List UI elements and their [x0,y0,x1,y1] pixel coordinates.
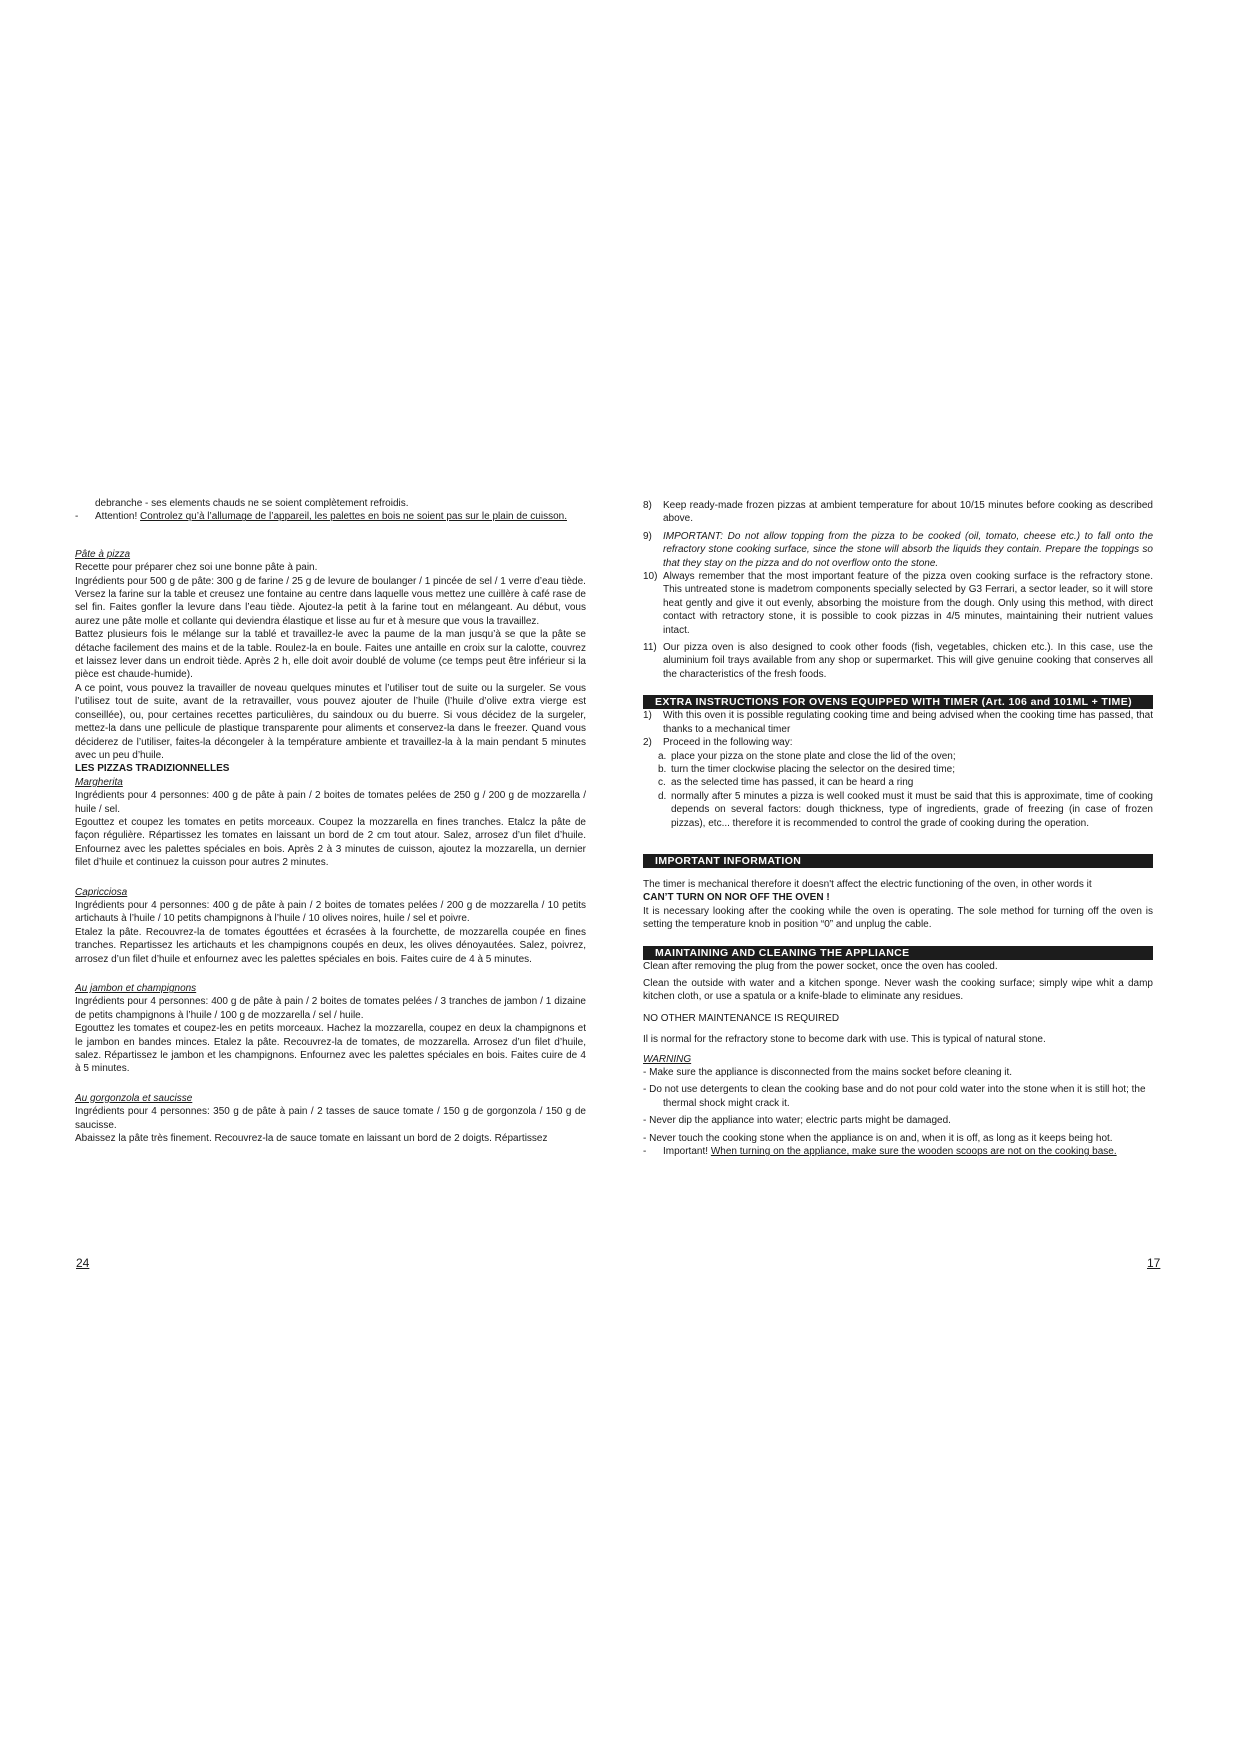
warning-text: Never touch the cooking stone when the appliance is on and, when it is off, as long as it keeps being hot. [649,1132,1113,1144]
recipe-paragraph: Abaissez la pâte très finement. Recouvrez-la de sauce tomate en laissant un bord de 2 doigts. Répartissez [75,1133,548,1145]
numbered-item [643,570,1153,637]
item-number: 8) [643,500,652,511]
intro-line: debranche - ses elements chauds ne se soient complètement refroidis. [95,498,409,509]
attention-line [75,510,586,523]
item-text: Always remember that the most important feature of the pizza oven cooking surface is the refractory stone. This untreated stone is madetrom components specially selected by G3 Ferrari, a sector leader, so it will store heat gently and give it out evenly, absorbing the moisture from the dough. Only using this method, with direct contact with retractory stone, it is possible to cook pizzas in 4/5 minutes, maintaining their nutrient values intact. [663,571,1153,636]
warning-text: Make sure the appliance is disconnected from the mains socket before cleaning it. [649,1067,1013,1078]
timer-subitem [643,790,1153,830]
right-page [643,499,1153,1158]
recipe-title-margherita: Margherita [75,776,123,788]
subitem-text: as the selected time has passed, it can be heard a ring [671,777,914,789]
info-line: The timer is mechanical therefore it doesn't affect the electric functioning of the oven, in other words it [643,878,1092,890]
recipe-paragraph: Egouttez et coupez les tomates en petits morceaux. Coupez la mozzarella en fines tranches. Etalcz la pâte de façon régulière. Répartissez les tomates en laissant un bord de 2 cm tout atour. Salez, arrosez d’un filet d’huile. Enfournez avec les palettes spéciales en bois. Après 2 à 3 minutes de cuisson, ajoutez la mozzarella, un dernier filet d’huile et continuez la cuisson pour autres 2 minutes. [75,816,586,869]
warning-text: Do not use detergents to clean the cooking base and do not pour cold water into the stone when it is still hot; the thermal shock might crack it. [649,1084,1146,1109]
timer-item [643,736,1153,749]
page-number-left: 24 [76,1256,90,1270]
item-text: Our pizza oven is also designed to cook other foods (fish, vegetables, chicken etc.). In this case, use the aluminium foil trays available from any shop or supermarket. This will give genuine cooking that conserves all the characteristics of the fresh foods. [663,642,1153,680]
recipe-paragraph: Ingrédients pour 4 personnes: 350 g de pâte à pain / 2 tasses de sauce tomate / 150 g de gorgonzola / 150 g de saucisse. [75,1106,586,1131]
subitem-letter: a. [658,750,667,762]
recipe-paragraph: Etalez la pâte. Recouvrez-la de tomates égouttées et écrasées à la fourchette, de mozzarella coupée en fines tranches. Repartissez les artichauts et les champignons coupés en deux, les olives dénoyautées. Salez, poivrez, arrosez d’un filet d’huile et enfournez avec les palettes spéciales en bois. Faites cuire de 4 à 5 minutes. [75,926,586,965]
warning-title: WARNING [643,1053,692,1065]
pate-paragraph: Recette pour préparer chez soi une bonne pâte à pain. [75,562,318,574]
recipe-paragraph: Ingrédients pour 4 personnes: 400 g de pâte à pain / 2 boites de tomates pelées / 200 g de mozzarella / 10 petits artichauts à l’huile / 10 petits champignons à l’huile / 10 olives noires, huile / sel et poivre. [75,899,586,925]
attention-text: Controlez qu’à l’allumage de l’appareil, les palettes en bois ne soient pas sur le plain de cuisson. [140,511,567,523]
no-maintenance-note: NO OTHER MAINTENANCE IS REQUIRED [643,1012,840,1024]
subitem-letter: b. [658,763,667,775]
maintenance-paragraph: Clean after removing the plug from the power socket, once the oven has cooled. [643,960,998,972]
maintenance-heading: MAINTAINING AND CLEANING THE APPLIANCE [643,946,1153,960]
stone-note: Il is normal for the refractory stone to become dark with use. This is typical of natural stone. [643,1034,1046,1046]
page-number-right: 17 [1147,1256,1161,1270]
recipe-paragraph: Ingrédients pour 4 personnes: 400 g de pâte à pain / 2 boites de tomates pelées de 250 g / 200 g de mozzarella / huile / sel. [75,790,586,815]
timer-subitem [643,763,1153,776]
timer-heading: EXTRA INSTRUCTIONS FOR OVENS EQUIPPED WITH TIMER (Art. 106 and 101ML + TIME) [643,695,1153,709]
info-heading: IMPORTANT INFORMATION [643,854,1153,868]
warning-text: Never dip the appliance into water; electric parts might be damaged. [649,1115,951,1127]
pate-paragraph: A ce point, vous pouvez la travailler de noveau quelques minutes et l’utiliser tout de suite ou la surgeler. Se vous l’utilisez tout de suite, avant de la retravailler, vous pouvez ajouter de l’huile (l’huile d’olive extra vierge est conseillée), ou, pour certaines recettes particulières, du saindoux ou du buerre. Si vous décidez de la surgeler, mettez-la dans une pellicule de plastique transparente pour aliments et conservez-la dans le freezer. Quand vous déciderez de l’utiliser, faites-la décongeler à la température ambiente et travaillez-la à la main pendant 5 minutes avec un peu d’huile. [75,682,586,761]
subitem-text: turn the timer clockwise placing the selector on the desired time; [671,763,956,775]
warning-item: - Never dip the appliance into water; electric parts might be damaged. [643,1115,951,1127]
item-number: 9) [643,530,652,542]
item-number: 10) [643,571,658,583]
numbered-item [643,641,1153,681]
item-text: Proceed in the following way: [663,737,793,749]
pizzas-heading: LES PIZZAS TRADIZIONNELLES [75,763,230,775]
attention-prefix: Attention! [95,511,138,523]
recipe-title-jambon: Au jambon et champignons [75,983,197,994]
numbered-item [643,499,1153,526]
warning-item: - Never touch the cooking stone when the appliance is on and, when it is off, as long as it keeps being hot. [643,1132,1113,1144]
important-prefix: Important! [663,1146,709,1158]
item-number: 2) [643,737,652,749]
subitem-text: place your pizza on the stone plate and close the lid of the oven; [671,750,956,762]
subitem-letter: d. [658,790,667,802]
recipe-title-capricciosa: Capricciosa [75,886,128,898]
recipe-paragraph: Egouttez les tomates et coupez-les en petits morceaux. Hachez la mozzarella, coupez en deux la champignons et le jambon en bandes minces. Etalez la pâte. Recouvrez-la de tomates, de mozzarella. Arrosez d’un filet d’huile, salez. Répartissez le jambon et les champignons. Enfournez avec les palettes spéciales en bois. Faites cuire de 4 à 5 minutes. [75,1023,586,1075]
pate-paragraph: Versez la farine sur la table et creusez une fontaine au centre dans laquelle vous mettez une cuillère à café rase de sel fin. Faites gonfler la levure dans l’eau tiède. Ajoutez-la petit à la farine tout en mélangeant. Au début, vous aurez une pâte molle et collante qui deviendra élastique et lisse au fur et à mesure que vous la travaillez. [75,589,586,627]
pate-title: Pâte à pizza [75,548,131,560]
recipe-paragraph: Ingrédients pour 4 personnes: 400 g de pâte à pain / 2 boites de tomates pelées / 3 tranches de jambon / 1 dizaine de petits champignons à l’huile / 100 g de mozzarella / sel / huile. [75,996,586,1021]
item-number: 11) [643,642,657,654]
numbered-item [643,530,1153,570]
info-bold: CAN’T TURN ON NOR OFF THE OVEN ! [643,892,830,904]
timer-subitem [643,776,1153,789]
subitem-text: normally after 5 minutes a pizza is well cooked must it must be said that this is approximate, time of cooking depends on several factors: dough thickness, type of ingredients, grade of freezing (in case of frozen pizzas), etc... therefore it is recommended to control the grade of cooking during the operation. [671,790,1153,829]
info-paragraph: It is necessary looking after the cooking while the oven is operating. The sole method for turning off the oven is setting the temperature knob in position “0” and unplug the cable. [643,905,1153,931]
item-text: With this oven it is possible regulating cooking time and being advised when the cooking time has passed, that thanks to a mechanical timer [663,710,1153,735]
important-line [643,1145,1153,1158]
left-page [75,497,586,1145]
timer-item [643,709,1153,736]
important-text: When turning on the appliance, make sure the wooden scoops are not on the cooking base. [710,1146,1117,1158]
item-text: IMPORTANT: Do not allow topping from the pizza to be cooked (oil, tomato, cheese etc.) to fall onto the refractory stone cooking surface, since the stone will absorb the liquids they contain. Prepare the toppings so that they stay on the pizza and do not overflow onto the stone. [663,530,1153,569]
warning-item: - Make sure the appliance is disconnected from the mains socket before cleaning it. [643,1067,1013,1078]
pate-paragraph: Ingrédients pour 500 g de pâte: 300 g de farine / 25 g de levure de boulanger / 1 pincée de sel / 1 verre d’eau tiède. [75,575,586,587]
warning-item: - Do not use detergents to clean the cooking base and do not pour cold water into the stone when it is still hot; the thermal shock might crack it. [643,1084,1146,1109]
timer-subitem [643,750,1153,763]
pate-paragraph: Battez plusieurs fois le mélange sur la tablé et travaillez-le avec la paume de la man jusqu’à se que la pâte se détache facilement des mains et de la table. Roulez-la en boule. Faites une antaille en croix sur la calotte, couvrez et laissez lever dans un endroit tiède. Après 2 h, elle doit avoir doublé de volume (ce temps peut être inférieur si la pièce est chaude-humide). [75,629,586,681]
item-text: Keep ready-made frozen pizzas at ambient temperature for about 10/15 minutes before cooking as described above. [663,500,1153,525]
maintenance-paragraph: Clean the outside with water and a kitchen sponge. Never wash the cooking surface; simply wipe whit a damp kitchen cloth, or use a spatula or a knife-blade to eliminate any residues. [643,977,1153,1003]
recipe-title-gorgonzola: Au gorgonzola et saucisse [75,1092,193,1104]
subitem-letter: c. [658,777,666,789]
item-number: 1) [643,710,652,722]
